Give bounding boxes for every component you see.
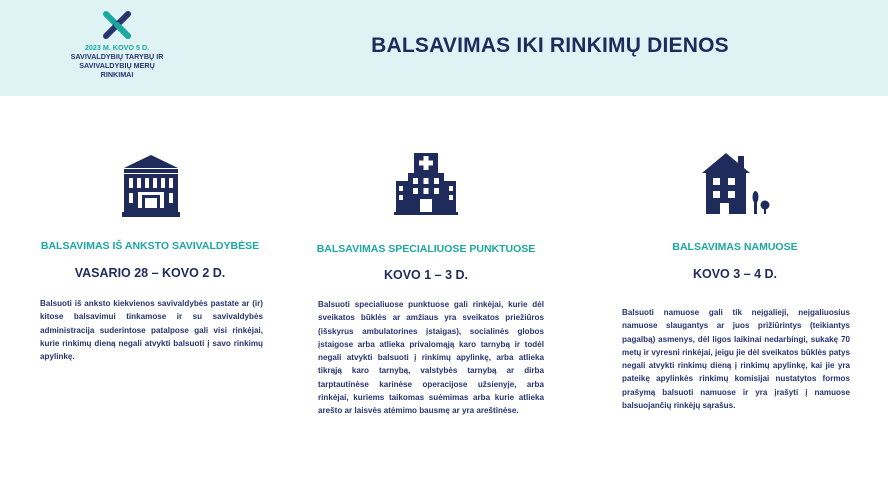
column-title-home: BALSAVIMAS NAMUOSE xyxy=(672,241,798,253)
government-building-icon xyxy=(122,155,180,217)
column-date-special: KOVO 1 – 3 D. xyxy=(383,268,469,282)
column-date-home: KOVO 3 – 4 D. xyxy=(692,267,778,281)
election-logo-icon xyxy=(103,11,131,39)
house-icon xyxy=(702,153,774,215)
column-date-early: VASARIO 28 – KOVO 2 D. xyxy=(74,266,226,280)
logo-text xyxy=(40,43,194,79)
logo-line-3: RINKIMAI xyxy=(100,70,134,79)
hospital-icon xyxy=(394,153,458,215)
column-text-home: Balsuoti namuose gali tik neįgalieji, neįgaliuosius namuose slaugantys ar juos prižiūrintys (teikiantys pagalbą) asmenys, dėl ligos laikinai nedarbingi, sukakę 70 metų ir vyresni rinkėjai, jeigu jie dėl sveikatos būklės patys negali atvykti rinkimų dieną į rinkimų apylinkę, kai jie yra pateikę apylinkės rinkimų komisijai nustatytos formos prašymą balsuoti namuose ir yra įrašyti į namuose balsuojančių rinkėjų sąrašus. xyxy=(622,308,850,411)
logo-line-1: SAVIVALDYBIŲ TARYBŲ IR xyxy=(70,52,164,61)
column-title-special: BALSAVIMAS SPECIALIUOSE PUNKTUOSE xyxy=(316,243,536,255)
page-title: BALSAVIMAS IKI RINKIMŲ DIENOS xyxy=(371,34,729,57)
logo-line-date: 2023 M. KOVO 5 D. xyxy=(84,43,150,52)
logo-line-2: SAVIVALDYBIŲ MERŲ xyxy=(79,61,155,70)
header-banner xyxy=(0,0,888,96)
column-title-early: BALSAVIMAS IŠ ANKSTO SAVIVALDYBĖSE xyxy=(40,240,260,252)
column-text-early: Balsuoti iš anksto kiekvienos savivaldybės pastate ar (ir) kitose balsavimui tinkamose ir su savivaldybės administracija suderintose patalpose gali visi rinkėjai, kurie rinkimų dieną negali atvykti balsuoti į savo rinkimų apylinkę. xyxy=(40,299,263,362)
column-text-special: Balsuoti specialiuose punktuose gali rinkėjai, kurie dėl sveikatos būklės ar amžiaus yra sveikatos priežiūros (išskyrus ambulatorines įstaigas), socialinės globos įstaigose arba atlieka privalomąją karo tarnybą ir todėl negali atvykti balsuoti į rinkimų apylinkę, arba atlieka tikrąją karo tarnybą, valstybės tarnybą ar dirba tarptautinėse karinėse operacijose užsienyje, arba rinkėjai, kuriems taikomas suėmimas arba kurie atlieka arešto ar laisvės atėmimo bausmę ar yra areštinėse. xyxy=(318,300,544,416)
